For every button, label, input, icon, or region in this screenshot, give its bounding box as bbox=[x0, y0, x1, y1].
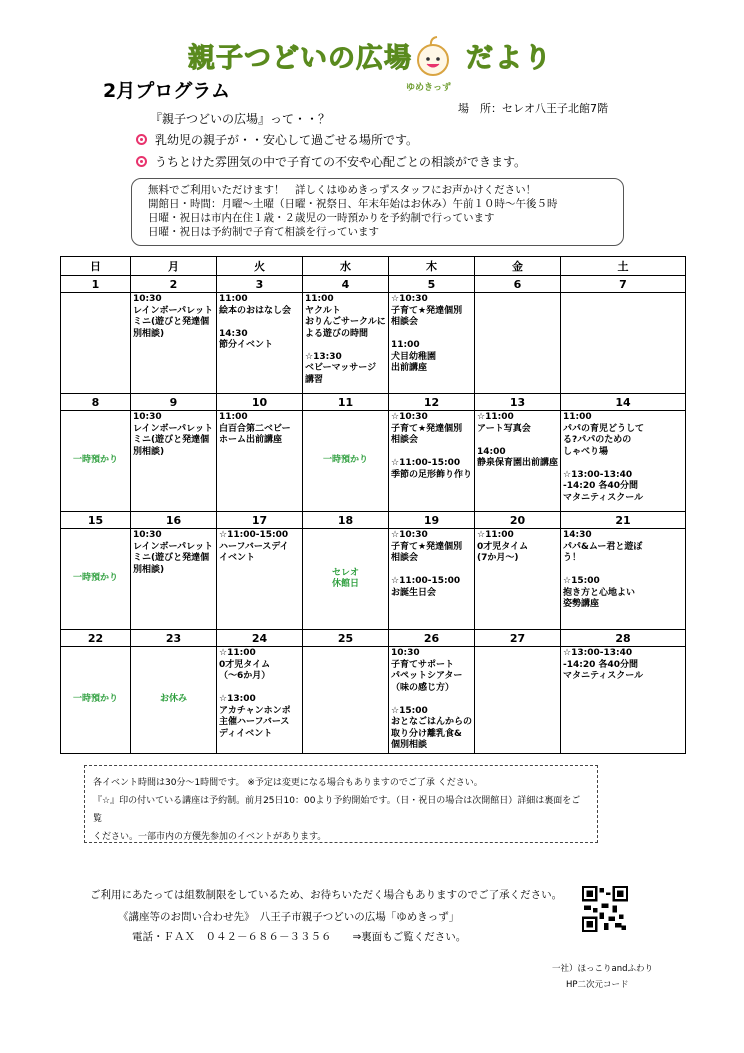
date-number: 27 bbox=[475, 630, 561, 647]
event-cell bbox=[475, 293, 561, 394]
weekday-header: 水 bbox=[303, 257, 389, 276]
info-line: 日曜・祝日は予約制で子育て相談を行っています bbox=[148, 226, 379, 238]
intro-bullet: うちとけた雰囲気の中で子育ての不安や心配ごとの相談ができます。 bbox=[136, 153, 526, 170]
intro-bullet: 乳幼児の親子が・・安心して過ごせる場所です。 bbox=[136, 131, 418, 148]
event-cell: 10:30 レインボーパレット ミニ(遊びと発達個 別相談) bbox=[131, 529, 217, 630]
date-number: 5 bbox=[389, 276, 475, 293]
weekday-header: 金 bbox=[475, 257, 561, 276]
date-number: 19 bbox=[389, 512, 475, 529]
qr-caption: HP二次元コード bbox=[566, 980, 629, 990]
event-cell: 10:30 子育てサポート パペットシアター （味の感じ方） ☆15:00 おとなごはんからの 取り分け離乳食& 個別相談 bbox=[389, 647, 475, 754]
event-cell: 14:30 パパ&ムー君と遊ぼ う！ ☆15:00 抱き方と心地よい 姿勢講座 bbox=[561, 529, 686, 630]
weekday-header: 月 bbox=[131, 257, 217, 276]
event-cell: 11:00 パパの育児どうして る?パパのための しゃべり場 ☆13:00-13:40 -14:20 各40分間 マタニティスクール bbox=[561, 411, 686, 512]
date-number: 17 bbox=[217, 512, 303, 529]
intro-question: 『親子つどいの広場』って・・？ bbox=[150, 112, 331, 126]
date-row bbox=[61, 394, 686, 411]
date-number: 23 bbox=[131, 630, 217, 647]
date-number: 8 bbox=[61, 394, 131, 411]
spiral-icon bbox=[136, 156, 147, 167]
weekday-header-row bbox=[61, 257, 686, 276]
event-cell: 一時預かり bbox=[61, 529, 131, 630]
date-number: 18 bbox=[303, 512, 389, 529]
date-number: 21 bbox=[561, 512, 686, 529]
note-line: 各イベント時間は30分～1時間です。 ※予定は変更になる場合もありますのでご了承 ください。 bbox=[93, 778, 483, 788]
weekday-header: 日 bbox=[61, 257, 131, 276]
date-number: 9 bbox=[131, 394, 217, 411]
event-cell: 一時預かり bbox=[61, 411, 131, 512]
event-cell bbox=[303, 647, 389, 754]
weekday-header: 土 bbox=[561, 257, 686, 276]
date-number: 24 bbox=[217, 630, 303, 647]
date-number: 1 bbox=[61, 276, 131, 293]
logo-text: ゆめきっず bbox=[406, 83, 452, 93]
venue-location: 場 所：セレオ八王子北館7階 bbox=[458, 102, 608, 115]
event-cell bbox=[475, 647, 561, 754]
organization-name: 一社）ほっこりandふわり bbox=[552, 964, 653, 974]
note-line: ください。一部市内の方優先参加のイベントがあります。 bbox=[93, 832, 327, 842]
phone-fax: 電話・ＦＡＸ ０４２－６８６－３３５６ ⇒裏面もご覧ください。 bbox=[132, 931, 467, 943]
date-number: 28 bbox=[561, 630, 686, 647]
date-number: 16 bbox=[131, 512, 217, 529]
event-row bbox=[61, 647, 686, 754]
date-number: 11 bbox=[303, 394, 389, 411]
date-number: 13 bbox=[475, 394, 561, 411]
date-row bbox=[61, 512, 686, 529]
qr-code[interactable] bbox=[582, 886, 628, 932]
event-row bbox=[61, 411, 686, 512]
date-number: 7 bbox=[561, 276, 686, 293]
event-row bbox=[61, 529, 686, 630]
contact-label: 《講座等のお問い合わせ先》 八王子市親子つどいの広場「ゆめきっず」 bbox=[118, 911, 460, 923]
date-row bbox=[61, 276, 686, 293]
note-line: 『☆』印の付いている講座は予約制。前月25日10：00より予約開始です。（日・祝日の場合は次開館日）詳細は裏面をご覧 bbox=[93, 796, 581, 824]
event-cell: 11:00 ヤクルト おりんごサークルに よる遊びの時間 ☆13:30 ベビーマッサージ 講習 bbox=[303, 293, 389, 394]
event-row bbox=[61, 293, 686, 394]
info-line: 日曜・祝日は市内在住１歳・２歳児の一時預かりを予約制で行っています bbox=[148, 212, 495, 224]
event-cell: 一時預かり bbox=[303, 411, 389, 512]
event-cell: 一時預かり bbox=[61, 647, 131, 754]
info-line: 開館日・時間：月曜～土曜（日曜・祝祭日、年末年始はお休み）午前１０時～午後５時 bbox=[148, 198, 558, 210]
event-cell: ☆11:00 0才児タイム （～6か月） ☆13:00 アカチャンホンポ 主催ハーフバース ディイベント bbox=[217, 647, 303, 754]
event-cell: ☆10:30 子育て★発達個別 相談会 ☆11:00-15:00 季節の足形飾り作り bbox=[389, 411, 475, 512]
date-number: 14 bbox=[561, 394, 686, 411]
event-cell bbox=[561, 293, 686, 394]
event-cell: ☆13:00-13:40 -14:20 各40分間 マタニティスクール bbox=[561, 647, 686, 754]
date-number: 6 bbox=[475, 276, 561, 293]
date-number: 25 bbox=[303, 630, 389, 647]
date-number: 10 bbox=[217, 394, 303, 411]
event-cell: お休み bbox=[131, 647, 217, 754]
date-number: 22 bbox=[61, 630, 131, 647]
weekday-header: 木 bbox=[389, 257, 475, 276]
date-number: 2 bbox=[131, 276, 217, 293]
info-box bbox=[131, 178, 624, 246]
program-title: 2月プログラム bbox=[103, 80, 231, 102]
event-cell: ☆11:00-15:00 ハーフバースデイ イベント bbox=[217, 529, 303, 630]
usage-limit-note: ご利用にあたっては組数制限をしているため、お待ちいただく場合もありますのでご了承ください。 bbox=[90, 889, 563, 901]
event-cell: ☆11:00 アート写真会 14:00 静泉保育園出前講座 bbox=[475, 411, 561, 512]
event-cell: ☆11:00 0才児タイム (7か月～) bbox=[475, 529, 561, 630]
event-cell: 11:00 絵本のおはなし会 14:30 節分イベント bbox=[217, 293, 303, 394]
event-cell: セレオ 休館日 bbox=[303, 529, 389, 630]
event-cell: ☆10:30 子育て★発達個別 相談会 ☆11:00-15:00 お誕生日会 bbox=[389, 529, 475, 630]
newsletter-title: 親子つどいの広場 bbox=[188, 43, 412, 74]
event-cell: 10:30 レインボーパレット ミニ(遊びと発達個 別相談) bbox=[131, 293, 217, 394]
info-line: 無料でご利用いただけます！ 詳しくはゆめきっずスタッフにお声かけください！ bbox=[148, 184, 537, 196]
event-calendar bbox=[60, 256, 686, 754]
date-row bbox=[61, 630, 686, 647]
date-number: 20 bbox=[475, 512, 561, 529]
date-number: 3 bbox=[217, 276, 303, 293]
date-number: 12 bbox=[389, 394, 475, 411]
weekday-header: 火 bbox=[217, 257, 303, 276]
event-cell: 11:00 白百合第二ベビー ホーム出前講座 bbox=[217, 411, 303, 512]
event-cell: ☆10:30 子育て★発達個別 相談会 11:00 犬目幼稚園 出前講座 bbox=[389, 293, 475, 394]
event-cell: 10:30 レインボーパレット ミニ(遊びと発達個 別相談) bbox=[131, 411, 217, 512]
date-number: 4 bbox=[303, 276, 389, 293]
newsletter-title-suffix: だより bbox=[466, 43, 553, 74]
date-number: 15 bbox=[61, 512, 131, 529]
spiral-icon bbox=[136, 134, 147, 145]
notes-box bbox=[84, 765, 598, 843]
event-cell bbox=[61, 293, 131, 394]
date-number: 26 bbox=[389, 630, 475, 647]
